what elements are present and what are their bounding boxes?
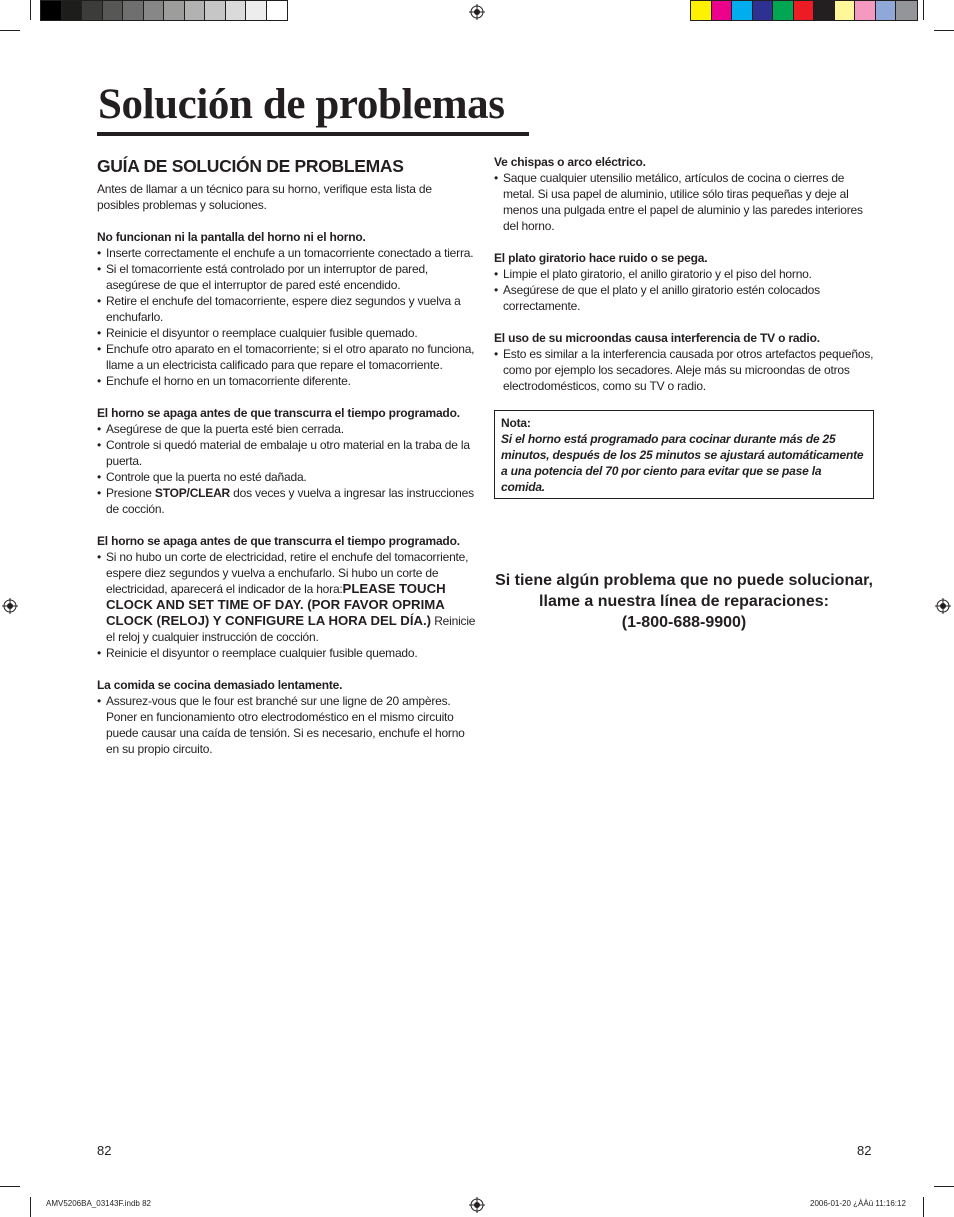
note-text: Si el horno está programado para cocinar durante más de 25 minutos, después de los 25 minutos se ajustará automáticamente a una potencia del 70 por ciento para evitar que se pase la comida. (501, 432, 864, 494)
list-item: • Reinicie el disyuntor o reemplace cualquier fusible quemado. (97, 645, 477, 661)
crop-mark (0, 30, 20, 31)
problem-title: El uso de su microondas causa interferencia de TV o radio. (494, 331, 820, 345)
list-item: • Controle que la puerta no esté dañada. (97, 469, 477, 485)
footer-timestamp: 2006-01-20 ¿ÀÀü 11:16:12 (810, 1199, 906, 1208)
registration-mark-icon (469, 1197, 485, 1213)
left-column (97, 154, 477, 773)
problem-block (97, 533, 477, 661)
color-swatch (205, 1, 226, 20)
list-item: • Asegúrese de que la puerta esté bien cerrada. (97, 421, 477, 437)
list-item: • Controle si quedó material de embalaje u otro material en la traba de la puerta. (97, 437, 477, 469)
crop-mark (923, 1197, 924, 1217)
list-item: • Enchufe otro aparato en el tomacorriente; si el otro aparato no funciona, llame a un electricista calificado para que repare el tomacorriente. (97, 341, 477, 373)
color-swatch (62, 1, 83, 20)
registration-mark-icon (469, 4, 485, 20)
solution-list (97, 421, 477, 517)
list-item: • Asegúrese de que el plato y el anillo giratorio estén colocados correctamente. (494, 282, 874, 314)
problem-block (97, 677, 477, 757)
color-swatch (144, 1, 165, 20)
list-item: • Inserte correctamente el enchufe a un tomacorriente conectado a tierra. (97, 245, 477, 261)
crop-mark (923, 0, 924, 20)
color-swatch (835, 1, 856, 20)
list-item: • Retire el enchufe del tomacorriente, espere diez segundos y vuelva a enchufarlo. (97, 293, 477, 325)
footer-file-name: AMV5206BA_03143F.indb 82 (46, 1199, 151, 1208)
color-swatch (855, 1, 876, 20)
color-swatch (876, 1, 897, 20)
item-text: dos veces y vuelva a ingresar las instrucciones de cocción. (106, 486, 474, 516)
problem-title: La comida se cocina demasiado lentamente. (97, 678, 343, 692)
process-color-bar (690, 0, 918, 21)
list-item: • Reinicie el disyuntor o reemplace cualquier fusible quemado. (97, 325, 477, 341)
color-swatch (896, 1, 917, 20)
stop-clear-key-label: STOP/CLEAR (154, 486, 231, 500)
display-message: PLEASE TOUCH CLOCK AND SET TIME OF DAY. (POR FAVOR OPRIMA CLOCK (RELOJ) Y CONFIGURE LA HORA DEL DÍA.) (106, 581, 446, 628)
color-swatch (226, 1, 247, 20)
list-item: • Si el tomacorriente está controlado por un interruptor de pared, asegúrese de que el interruptor de pared esté encendido. (97, 261, 477, 293)
solution-list (494, 170, 874, 234)
list-item: • Limpie el plato giratorio, el anillo giratorio y el piso del horno. (494, 266, 874, 282)
color-swatch (732, 1, 753, 20)
service-phone-number: (1-800-688-9900) (621, 614, 747, 631)
problem-block (97, 229, 477, 389)
problem-block (494, 330, 874, 394)
color-swatch (82, 1, 103, 20)
title-underline (97, 132, 529, 136)
page-number-left: 82 (97, 1143, 112, 1158)
solution-list (97, 549, 477, 661)
problem-title: El plato giratorio hace ruido o se pega. (494, 251, 708, 265)
note-box (494, 410, 874, 499)
crop-mark (934, 1186, 954, 1187)
list-item: • Enchufe el horno en un tomacorriente diferente. (97, 373, 477, 389)
problem-title: No funcionan ni la pantalla del horno ni el horno. (97, 230, 366, 244)
color-swatch (123, 1, 144, 20)
list-item: • Saque cualquier utensilio metálico, artículos de cocina o cierres de metal. Si usa papel de aluminio, utilice sólo tiras pequeñas y deje al menos una pulgada entre el papel de aluminio y las paredes interiores del horno. (494, 170, 874, 234)
color-swatch (794, 1, 815, 20)
page-number-right: 82 (857, 1143, 872, 1158)
grayscale-color-bar (40, 0, 288, 21)
crop-mark (30, 0, 31, 20)
problem-block (97, 405, 477, 517)
solution-list (97, 693, 477, 757)
list-item (97, 485, 477, 517)
item-text: Presione (106, 486, 155, 500)
right-column (494, 154, 874, 499)
color-swatch (814, 1, 835, 20)
callout-text: Si tiene algún problema que no puede solucionar, llame a nuestra línea de reparaciones: (495, 572, 873, 610)
section-heading: GUÍA DE SOLUCIÓN DE PROBLEMAS (97, 156, 404, 176)
color-swatch (41, 1, 62, 20)
color-swatch (712, 1, 733, 20)
color-swatch (103, 1, 124, 20)
color-swatch (164, 1, 185, 20)
item-text: Si no hubo un corte de electricidad, retire el enchufe del tomacorriente, espere diez segundos y vuelva a enchufarlo. Si hubo un corte de electricidad, aparecerá el indicador de la hora: (106, 550, 469, 596)
item-text: Reinicie el reloj y cualquier instrucción de cocción. (106, 614, 476, 644)
solution-list (97, 245, 477, 389)
page-title: Solución de problemas (98, 81, 505, 128)
crop-mark (30, 1197, 31, 1217)
problem-block (494, 250, 874, 314)
color-swatch (773, 1, 794, 20)
solution-list (494, 266, 874, 314)
solution-list (494, 346, 874, 394)
problem-title: El horno se apaga antes de que transcurra el tiempo programado. (97, 534, 460, 548)
note-label: Nota: (501, 416, 531, 430)
list-item (97, 549, 477, 645)
crop-mark (0, 1186, 20, 1187)
color-swatch (185, 1, 206, 20)
list-item: • Esto es similar a la interferencia causada por otros artefactos pequeños, como por ejemplo los secadores. Aleje más su microondas de otros electrodomésticos, como su TV o radio. (494, 346, 874, 394)
intro-paragraph: Antes de llamar a un técnico para su horno, verifique esta lista de posibles problemas y soluciones. (97, 182, 432, 212)
color-swatch (246, 1, 267, 20)
registration-mark-icon (935, 598, 951, 614)
color-swatch (691, 1, 712, 20)
list-item: • Assurez-vous que le four est branché sur une ligne de 20 ampères. Poner en funcionamiento otro electrodoméstico en el mismo circuito puede causar una caída de tensión. Si es necesario, enchufe el horno en su propio circuito. (97, 693, 477, 757)
color-swatch (267, 1, 288, 20)
problem-block (494, 154, 874, 234)
color-swatch (753, 1, 774, 20)
service-callout (494, 570, 874, 633)
problem-title: El horno se apaga antes de que transcurra el tiempo programado. (97, 406, 460, 420)
problem-title: Ve chispas o arco eléctrico. (494, 155, 646, 169)
crop-mark (934, 30, 954, 31)
registration-mark-icon (2, 598, 18, 614)
